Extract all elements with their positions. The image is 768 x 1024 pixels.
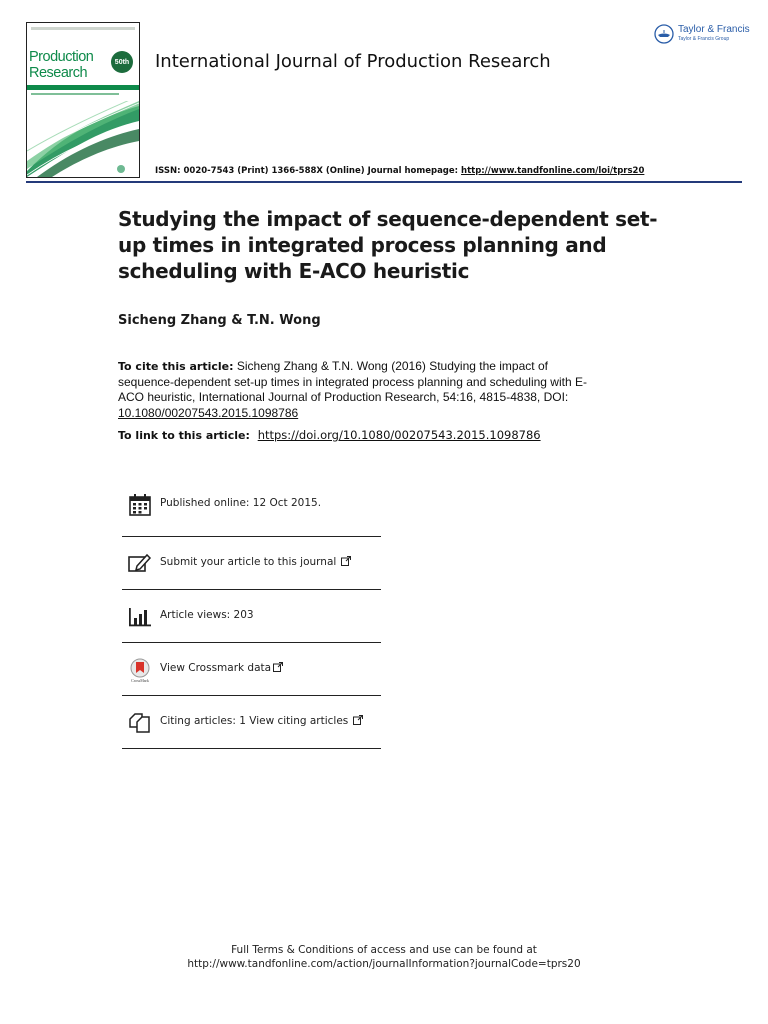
link-label: To link to this article:: [118, 429, 254, 442]
cover-top-line: [31, 27, 135, 30]
journal-title: International Journal of Production Research: [155, 51, 551, 72]
cover-title-line1: Production: [29, 49, 94, 65]
cite-text: Sicheng Zhang & T.N. Wong (2016) Studying the impact of sequence-dependent set-up times in integrated process planning and scheduling with E-ACO heuristic, International Journal of Production Research, 54:16, 4815-4838, DOI:: [118, 359, 587, 404]
bar-chart-icon: [127, 604, 153, 630]
submit-article-link[interactable]: [160, 556, 351, 568]
citation-block: [118, 359, 598, 421]
citing-articles-text: Citing articles: 1 View citing articles: [160, 715, 349, 727]
publisher-group: Taylor & Francis Group: [678, 36, 730, 42]
terms-footer: [0, 943, 768, 971]
edit-pencil-icon: [127, 551, 153, 577]
taylor-francis-lamp-icon: [654, 24, 674, 44]
published-online-text: Published online: 12 Oct 2015.: [160, 497, 322, 509]
cover-anniversary-badge: 50th: [111, 51, 133, 73]
crossmark-text: View Crossmark data: [160, 662, 272, 674]
crossmark-row[interactable]: [122, 643, 381, 696]
cover-subband: [31, 93, 119, 95]
external-link-icon: [273, 662, 283, 672]
crossmark-icon: [127, 657, 153, 683]
published-online-row: [122, 478, 381, 537]
footer-terms-url[interactable]: http://www.tandfonline.com/action/journalInformation?journalCode=tprs20: [187, 958, 581, 970]
crossmark-link[interactable]: [160, 662, 283, 674]
citing-articles-row[interactable]: [122, 696, 381, 749]
issn-text: ISSN: 0020-7543 (Print) 1366-588X (Online) Journal homepage:: [155, 166, 462, 176]
submit-article-row[interactable]: [122, 537, 381, 590]
submit-article-text: Submit your article to this journal: [160, 556, 337, 568]
calendar-icon: [127, 492, 153, 518]
article-views-row: [122, 590, 381, 643]
citing-documents-icon: [127, 710, 153, 736]
issn-line: [155, 166, 644, 176]
svg-text:CrossMark: CrossMark: [131, 678, 149, 683]
footer-line1: Full Terms & Conditions of access and use can be found at: [231, 944, 537, 956]
journal-homepage-link[interactable]: http://www.tandfonline.com/loi/tprs20: [461, 166, 645, 176]
publisher-name: Taylor & Francis: [678, 24, 750, 35]
cite-doi-link[interactable]: 10.1080/00207543.2015.1098786: [118, 405, 299, 420]
header-rule: [26, 181, 742, 183]
citing-articles-link[interactable]: [160, 715, 363, 727]
external-link-icon: [341, 556, 351, 566]
article-info-list: [122, 478, 381, 749]
cover-band: [27, 85, 139, 90]
cover-artwork: [27, 101, 139, 177]
article-views-text: Article views: 203: [160, 609, 254, 621]
cover-title-line2: Research: [29, 65, 88, 81]
journal-cover: [26, 22, 140, 178]
article-doi-link[interactable]: https://doi.org/10.1080/00207543.2015.1098786: [257, 428, 541, 442]
article-link-line: [118, 428, 541, 442]
external-link-icon: [353, 715, 363, 725]
article-authors: Sicheng Zhang & T.N. Wong: [118, 313, 321, 328]
cite-label: To cite this article:: [118, 360, 234, 373]
article-title: Studying the impact of sequence-dependent set-up times in integrated process planning and scheduling with E-ACO heuristic: [118, 207, 658, 283]
